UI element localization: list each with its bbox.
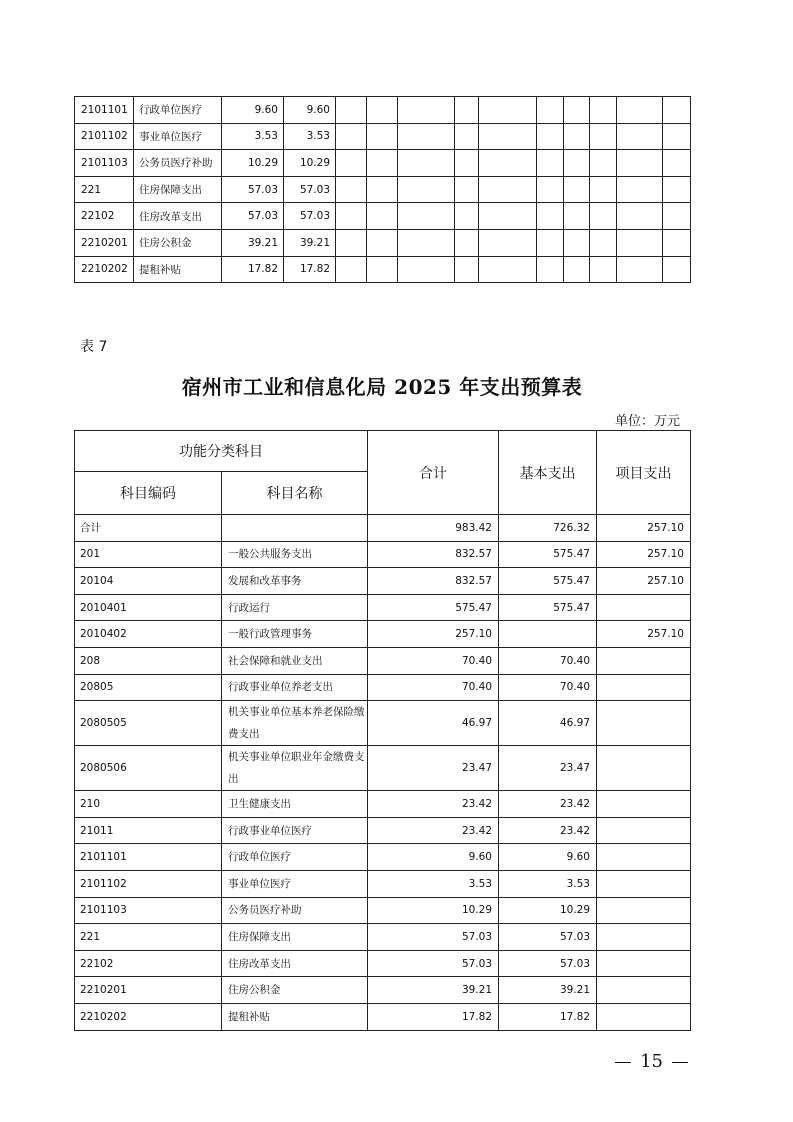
total-cell: 983.42 (368, 515, 499, 542)
empty-cell (617, 203, 663, 230)
subject-name-cell: 一般行政管理事务 (222, 621, 368, 648)
subject-code-cell: 2101102 (75, 870, 222, 897)
header-subject-code: 科目编码 (75, 472, 222, 515)
subject-name-cell: 事业单位医疗 (134, 123, 222, 150)
amount-cell: 3.53 (284, 123, 336, 150)
empty-cell (663, 229, 691, 256)
empty-cell (455, 203, 479, 230)
title-year: 2025 (394, 375, 452, 399)
project-expenditure-cell (597, 746, 691, 791)
total-cell: 39.21 (368, 977, 499, 1004)
basic-expenditure-cell: 575.47 (499, 594, 597, 621)
empty-cell (617, 97, 663, 124)
empty-cell (336, 229, 367, 256)
empty-cell (398, 229, 455, 256)
empty-cell (367, 176, 398, 203)
empty-cell (336, 203, 367, 230)
empty-cell (367, 256, 398, 283)
empty-cell (455, 97, 479, 124)
empty-cell (398, 150, 455, 177)
subject-code-cell: 210 (75, 791, 222, 818)
table-row (75, 594, 691, 621)
empty-cell (564, 123, 590, 150)
project-expenditure-cell (597, 791, 691, 818)
total-cell: 70.40 (368, 674, 499, 701)
empty-cell (663, 256, 691, 283)
subject-name-cell: 住房改革支出 (222, 950, 368, 977)
subject-name-cell: 社会保障和就业支出 (222, 647, 368, 674)
table-row (75, 1003, 691, 1030)
table-row (75, 515, 691, 542)
subject-name-cell: 住房改革支出 (134, 203, 222, 230)
project-expenditure-cell: 257.10 (597, 568, 691, 595)
empty-cell (479, 123, 537, 150)
amount-cell: 57.03 (284, 203, 336, 230)
basic-expenditure-cell: 726.32 (499, 515, 597, 542)
empty-cell (367, 150, 398, 177)
basic-expenditure-cell: 23.47 (499, 746, 597, 791)
subject-code-cell: 22102 (75, 950, 222, 977)
subject-code-cell: 2101101 (75, 97, 134, 124)
table-row (75, 541, 691, 568)
table-row (75, 150, 691, 177)
page-number (606, 1051, 697, 1072)
total-cell: 17.82 (222, 256, 284, 283)
table-row (75, 123, 691, 150)
empty-cell (479, 203, 537, 230)
subject-name-cell: 住房公积金 (134, 229, 222, 256)
empty-cell (590, 123, 617, 150)
header-basic-expenditure: 基本支出 (499, 431, 597, 515)
total-cell: 3.53 (368, 870, 499, 897)
empty-cell (564, 256, 590, 283)
table-row (75, 924, 691, 951)
empty-cell (663, 97, 691, 124)
basic-expenditure-cell: 575.47 (499, 541, 597, 568)
empty-cell (398, 203, 455, 230)
empty-cell (564, 176, 590, 203)
table-row (75, 674, 691, 701)
empty-cell (663, 203, 691, 230)
subject-code-cell: 2210201 (75, 229, 134, 256)
empty-cell (336, 150, 367, 177)
amount-cell: 10.29 (284, 150, 336, 177)
subject-name-cell: 公务员医疗补助 (134, 150, 222, 177)
empty-cell (398, 176, 455, 203)
empty-cell (663, 123, 691, 150)
basic-expenditure-cell: 17.82 (499, 1003, 597, 1030)
subject-name-cell: 机关事业单位基本养老保险缴费支出 (222, 701, 368, 746)
amount-cell: 57.03 (284, 176, 336, 203)
empty-cell (617, 176, 663, 203)
empty-cell (590, 97, 617, 124)
empty-cell (590, 203, 617, 230)
page-title (74, 371, 690, 400)
empty-cell (479, 150, 537, 177)
table-row (75, 817, 691, 844)
total-cell: 23.42 (368, 791, 499, 818)
subject-name-cell (222, 515, 368, 542)
empty-cell (537, 150, 564, 177)
empty-cell (617, 256, 663, 283)
table-row (75, 870, 691, 897)
table-row (75, 950, 691, 977)
total-cell: 57.03 (222, 176, 284, 203)
subject-name-cell: 事业单位医疗 (222, 870, 368, 897)
project-expenditure-cell: 257.10 (597, 621, 691, 648)
unit-label: 单位：万元 (614, 414, 680, 429)
header-subject-name: 科目名称 (222, 472, 368, 515)
subject-code-cell: 2101103 (75, 897, 222, 924)
subject-code-cell: 2101103 (75, 150, 134, 177)
total-cell: 832.57 (368, 568, 499, 595)
subject-name-cell: 发展和改革事务 (222, 568, 368, 595)
basic-expenditure-cell: 9.60 (499, 844, 597, 871)
total-cell: 39.21 (222, 229, 284, 256)
table-row (75, 229, 691, 256)
empty-cell (617, 123, 663, 150)
basic-expenditure-cell: 39.21 (499, 977, 597, 1004)
project-expenditure-cell (597, 647, 691, 674)
subject-name-cell: 行政事业单位医疗 (222, 817, 368, 844)
subject-code-cell: 2101101 (75, 844, 222, 871)
empty-cell (564, 229, 590, 256)
subject-code-cell: 20104 (75, 568, 222, 595)
total-cell: 23.42 (368, 817, 499, 844)
subject-name-cell: 提租补贴 (222, 1003, 368, 1030)
table-label: 表 7 (80, 339, 108, 355)
total-cell: 17.82 (368, 1003, 499, 1030)
empty-cell (367, 123, 398, 150)
empty-cell (564, 203, 590, 230)
expenditure-budget-table (74, 430, 691, 1031)
table-row (75, 897, 691, 924)
table-row (75, 568, 691, 595)
empty-cell (663, 150, 691, 177)
total-cell: 70.40 (368, 647, 499, 674)
subject-name-cell: 住房保障支出 (222, 924, 368, 951)
subject-code-cell: 221 (75, 924, 222, 951)
empty-cell (455, 150, 479, 177)
project-expenditure-cell (597, 817, 691, 844)
subject-code-cell: 2210201 (75, 977, 222, 1004)
table-row (75, 791, 691, 818)
subject-name-cell: 公务员医疗补助 (222, 897, 368, 924)
subject-name-cell: 提租补贴 (134, 256, 222, 283)
subject-code-cell: 20805 (75, 674, 222, 701)
total-cell: 46.97 (368, 701, 499, 746)
basic-expenditure-cell: 46.97 (499, 701, 597, 746)
amount-cell: 17.82 (284, 256, 336, 283)
table-row (75, 203, 691, 230)
header-total: 合计 (368, 431, 499, 515)
subject-code-cell: 2210202 (75, 1003, 222, 1030)
subject-code-cell: 22102 (75, 203, 134, 230)
basic-expenditure-cell: 70.40 (499, 674, 597, 701)
project-expenditure-cell (597, 701, 691, 746)
main-table-body (75, 515, 691, 1031)
table-row (75, 746, 691, 791)
total-cell: 575.47 (368, 594, 499, 621)
amount-cell: 39.21 (284, 229, 336, 256)
table-row (75, 97, 691, 124)
subject-code-cell: 2080506 (75, 746, 222, 791)
empty-cell (590, 150, 617, 177)
total-cell: 57.03 (222, 203, 284, 230)
total-cell: 832.57 (368, 541, 499, 568)
empty-cell (590, 176, 617, 203)
header-functional-category: 功能分类科目 (75, 431, 368, 472)
table-row (75, 621, 691, 648)
total-cell: 9.60 (368, 844, 499, 871)
empty-cell (617, 150, 663, 177)
page-number-dash-left (615, 1062, 631, 1063)
subject-code-cell: 2010401 (75, 594, 222, 621)
empty-cell (537, 229, 564, 256)
basic-expenditure-cell: 57.03 (499, 950, 597, 977)
empty-cell (537, 176, 564, 203)
empty-cell (663, 176, 691, 203)
total-cell: 57.03 (368, 924, 499, 951)
empty-cell (590, 229, 617, 256)
subject-name-cell: 机关事业单位职业年金缴费支出 (222, 746, 368, 791)
project-expenditure-cell (597, 844, 691, 871)
empty-cell (398, 256, 455, 283)
subject-code-cell: 2080505 (75, 701, 222, 746)
table-row (75, 176, 691, 203)
project-expenditure-cell (597, 897, 691, 924)
subject-code-cell: 201 (75, 541, 222, 568)
subject-code-cell: 21011 (75, 817, 222, 844)
empty-cell (455, 123, 479, 150)
subject-code-cell: 221 (75, 176, 134, 203)
empty-cell (336, 123, 367, 150)
empty-cell (617, 229, 663, 256)
basic-expenditure-cell (499, 621, 597, 648)
table-row (75, 844, 691, 871)
total-cell: 9.60 (222, 97, 284, 124)
empty-cell (367, 203, 398, 230)
basic-expenditure-cell: 57.03 (499, 924, 597, 951)
subject-name-cell: 行政运行 (222, 594, 368, 621)
basic-expenditure-cell: 575.47 (499, 568, 597, 595)
total-cell: 10.29 (222, 150, 284, 177)
empty-cell (479, 229, 537, 256)
empty-cell (564, 150, 590, 177)
total-cell: 3.53 (222, 123, 284, 150)
subject-name-cell: 住房保障支出 (134, 176, 222, 203)
continued-table-body (75, 97, 691, 283)
title-suffix: 年支出预算表 (459, 375, 583, 399)
empty-cell (336, 176, 367, 203)
subject-name-cell: 卫生健康支出 (222, 791, 368, 818)
header-project-expenditure: 项目支出 (597, 431, 691, 515)
empty-cell (537, 123, 564, 150)
empty-cell (367, 229, 398, 256)
continued-table (74, 96, 691, 283)
basic-expenditure-cell: 23.42 (499, 791, 597, 818)
empty-cell (479, 256, 537, 283)
total-cell: 57.03 (368, 950, 499, 977)
empty-cell (367, 97, 398, 124)
basic-expenditure-cell: 10.29 (499, 897, 597, 924)
amount-cell: 9.60 (284, 97, 336, 124)
empty-cell (336, 256, 367, 283)
subject-code-cell: 208 (75, 647, 222, 674)
project-expenditure-cell (597, 924, 691, 951)
empty-cell (537, 97, 564, 124)
total-cell: 257.10 (368, 621, 499, 648)
subject-code-cell: 2101102 (75, 123, 134, 150)
empty-cell (564, 97, 590, 124)
project-expenditure-cell (597, 870, 691, 897)
page-number-value: 15 (640, 1051, 663, 1072)
project-expenditure-cell: 257.10 (597, 515, 691, 542)
basic-expenditure-cell: 70.40 (499, 647, 597, 674)
project-expenditure-cell (597, 674, 691, 701)
empty-cell (336, 97, 367, 124)
empty-cell (537, 256, 564, 283)
empty-cell (455, 229, 479, 256)
subject-name-cell: 行政单位医疗 (222, 844, 368, 871)
empty-cell (479, 176, 537, 203)
title-prefix: 宿州市工业和信息化局 (181, 375, 387, 399)
subject-code-cell: 2010402 (75, 621, 222, 648)
subject-code-cell: 2210202 (75, 256, 134, 283)
table-row (75, 256, 691, 283)
table-row (75, 701, 691, 746)
basic-expenditure-cell: 23.42 (499, 817, 597, 844)
empty-cell (455, 256, 479, 283)
table-row (75, 977, 691, 1004)
empty-cell (537, 203, 564, 230)
total-cell: 10.29 (368, 897, 499, 924)
subject-code-cell: 合计 (75, 515, 222, 542)
subject-name-cell: 行政单位医疗 (134, 97, 222, 124)
total-cell: 23.47 (368, 746, 499, 791)
empty-cell (590, 256, 617, 283)
project-expenditure-cell (597, 950, 691, 977)
table-row (75, 647, 691, 674)
page-number-dash-right (672, 1062, 688, 1063)
project-expenditure-cell (597, 1003, 691, 1030)
project-expenditure-cell: 257.10 (597, 541, 691, 568)
subject-name-cell: 住房公积金 (222, 977, 368, 1004)
project-expenditure-cell (597, 594, 691, 621)
empty-cell (479, 97, 537, 124)
basic-expenditure-cell: 3.53 (499, 870, 597, 897)
empty-cell (398, 97, 455, 124)
subject-name-cell: 一般公共服务支出 (222, 541, 368, 568)
subject-name-cell: 行政事业单位养老支出 (222, 674, 368, 701)
project-expenditure-cell (597, 977, 691, 1004)
empty-cell (398, 123, 455, 150)
empty-cell (455, 176, 479, 203)
